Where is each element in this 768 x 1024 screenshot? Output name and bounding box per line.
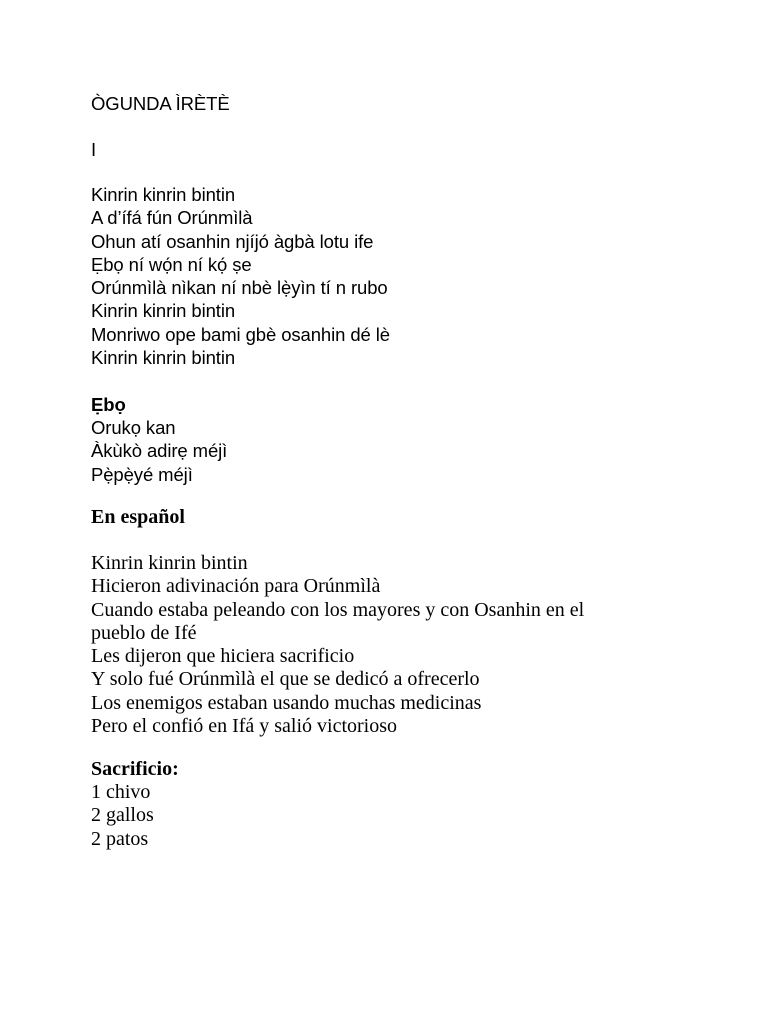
verse-line: Kinrin kinrin bintin — [91, 300, 236, 322]
ebo-list — [91, 416, 227, 486]
verse-line: Kinrin kinrin bintin — [91, 184, 236, 205]
spanish-line: pueblo de Ifé — [91, 621, 197, 644]
yoruba-verse — [91, 183, 390, 369]
sacrificio-heading: Sacrificio: — [91, 758, 179, 780]
verse-line: A d’ífá fún Orúnmìlà — [91, 207, 253, 229]
spanish-line: Cuando estaba peleando con los mayores y con Osanhin en el — [91, 598, 585, 621]
verse-line: Monriwo ope bami gbè osanhin dé lè — [91, 323, 390, 345]
ebo-item: Pẹ̀pẹ̀yé méjì — [91, 463, 193, 485]
sacrificio-item: 1 chivo — [91, 781, 151, 803]
section-numeral: I — [91, 139, 97, 160]
spanish-line: Les dijeron que hiciera sacrificio — [91, 645, 355, 668]
sacrificio-item: 2 gallos — [91, 804, 154, 827]
spanish-verse — [91, 552, 584, 738]
spanish-line: Y solo fué Orúnmìlà el que se dedicó a ofrecerlo — [91, 668, 480, 691]
ebo-item: Àkùkò adirẹ méjì — [91, 440, 228, 462]
ebo-heading: Ẹbọ — [91, 394, 126, 415]
spanish-line: Los enemigos estaban usando muchas medicinas — [91, 691, 482, 714]
verse-line: Kinrin kinrin bintin — [91, 347, 236, 369]
spanish-heading: En español — [91, 506, 185, 528]
ebo-item: Orukọ kan — [91, 417, 176, 438]
spanish-line: Kinrin kinrin bintin — [91, 552, 248, 574]
spanish-line: Hicieron adivinación para Orúnmìlà — [91, 575, 381, 598]
sacrificio-list — [91, 781, 154, 851]
verse-line: Orúnmìlà nìkan ní nbè lẹ̀yìn tí n rubo — [91, 277, 388, 299]
sacrificio-item: 2 patos — [91, 827, 149, 850]
verse-line: Ẹbọ ní wọ́n ní kọ́ ṣe — [91, 253, 252, 275]
document-title: ÒGUNDA ÌRÈTÈ — [91, 93, 230, 114]
verse-line: Ohun atí osanhin njíjó àgbà lotu ife — [91, 230, 374, 252]
spanish-line: Pero el confió en Ifá y salió victorioso — [91, 715, 398, 738]
